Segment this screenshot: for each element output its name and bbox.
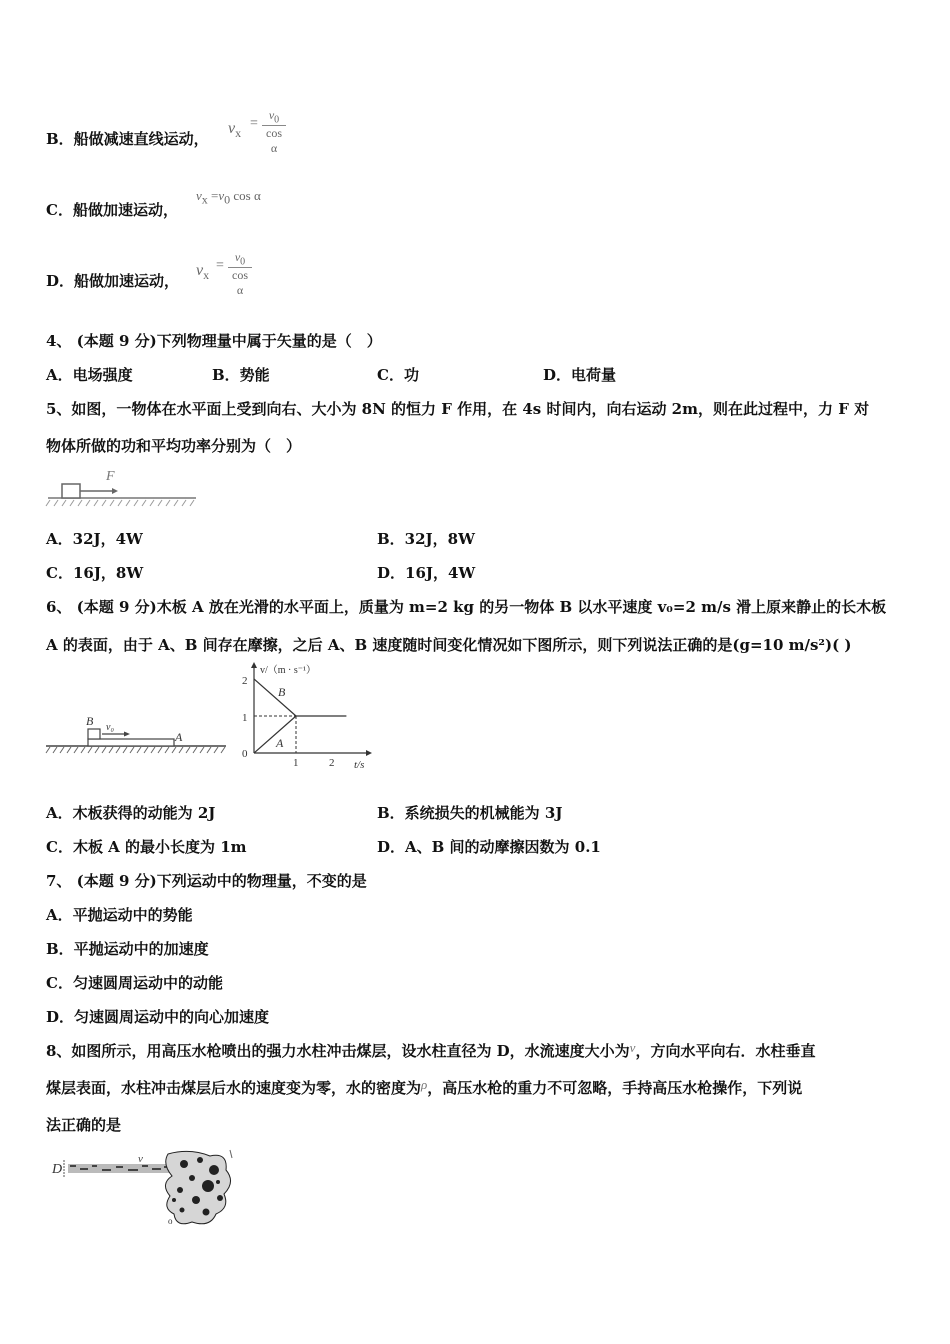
graph-xtick-1: 1 bbox=[293, 757, 299, 769]
q8-symbol-rho: ρ bbox=[421, 1077, 428, 1092]
q5-figure bbox=[44, 462, 204, 510]
q4-stem: 4、 (本题 9 分)下列物理量中属于矢量的是（ ） bbox=[46, 332, 382, 350]
q6-option-a: A．木板获得的动能为 2J bbox=[46, 804, 216, 822]
q6-board-label-a: A bbox=[175, 730, 183, 744]
q6-option-d: D．A、B 间的动摩擦因数为 0.1 bbox=[377, 838, 601, 856]
graph-ytick-0: 0 bbox=[242, 748, 248, 760]
q8-figure-label-v: v bbox=[138, 1153, 143, 1165]
q3-option-d: D．船做加速运动， bbox=[46, 272, 180, 290]
q3-option-b: B．船做减速直线运动， bbox=[46, 130, 209, 148]
q7-option-d: D．匀速圆周运动中的向心加速度 bbox=[46, 1008, 270, 1026]
q6-stem-line1: 6、 (本题 9 分)木板 A 放在光滑的水平面上，质量为 m=2 kg 的另一物体 B 以水平速度 v₀=2 m/s 滑上原来静止的长木板 bbox=[46, 598, 887, 616]
graph-ytick-1: 1 bbox=[242, 712, 248, 724]
graph-line-a bbox=[254, 716, 296, 753]
q6-stem-line2: A 的表面，由于 A、B 间存在摩擦，之后 A、B 速度随时间变化情况如下图所示，则下列说法正确的是(g=10 m/s²)( ) bbox=[46, 636, 852, 654]
q4-option-d: D．电荷量 bbox=[543, 366, 617, 384]
graph-label-a: A bbox=[276, 736, 284, 750]
q7-option-c: C．匀速圆周运动中的动能 bbox=[46, 974, 223, 992]
q7-option-a: A．平抛运动中的势能 bbox=[46, 906, 193, 924]
graph-label-b: B bbox=[278, 685, 286, 699]
q6-vt-graph bbox=[236, 660, 384, 772]
q8-stem-line1: 8、如图所示，用高压水枪喷出的强力水柱冲击煤层，设水柱直径为 D，水流速度大小为v，方向水平向右．水柱垂直 bbox=[46, 1040, 816, 1060]
q4-option-b: B．势能 bbox=[212, 366, 270, 384]
q8-figure-label-d: D bbox=[52, 1162, 63, 1177]
q5-stem-line1: 5、如图，一物体在水平面上受到向右、大小为 8N 的恒力 F 作用，在 4s 时间内，向右运动 2m，则在此过程中，力 F 对 bbox=[46, 400, 870, 418]
graph-xtick-2: 2 bbox=[329, 757, 335, 769]
q5-figure-label-f: F bbox=[106, 469, 115, 484]
q6-board-label-b: B bbox=[86, 714, 94, 728]
graph-line-b bbox=[254, 679, 296, 716]
q6-board-label-v0: v₀ bbox=[106, 722, 114, 733]
q8-figure-water-jet bbox=[50, 1148, 240, 1230]
q3-option-c: C．船做加速运动， bbox=[46, 201, 178, 219]
q7-stem: 7、 (本题 9 分)下列运动中的物理量，不变的是 bbox=[46, 872, 367, 890]
q5-stem-line2: 物体所做的功和平均功率分别为（ ） bbox=[46, 437, 302, 455]
graph-ytick-2: 2 bbox=[242, 675, 248, 687]
q6-option-c: C．木板 A 的最小长度为 1m bbox=[46, 838, 247, 856]
q7-option-b: B．平抛运动中的加速度 bbox=[46, 940, 209, 958]
graph-y-label: v/（m · s⁻¹） bbox=[260, 665, 317, 676]
q4-option-a: A．电场强度 bbox=[46, 366, 133, 384]
q4-option-c: C．功 bbox=[377, 366, 419, 384]
q8-figure-decor: o bbox=[168, 1216, 173, 1226]
q5-option-b: B．32J，8W bbox=[377, 530, 475, 548]
q8-symbol-v: v bbox=[629, 1040, 636, 1055]
graph-x-arrow bbox=[366, 750, 372, 756]
q3-option-c-formula: $v_x =v_0$ cos α bbox=[196, 188, 261, 207]
q8-stem-line2: 煤层表面，水柱冲击煤层后水的速度变为零，水的密度为ρ，高压水枪的重力不可忽略，手持高压水枪操作，下列说 bbox=[46, 1077, 803, 1097]
q5-option-c: C．16J，8W bbox=[46, 564, 144, 582]
q6-option-b: B．系统损失的机械能为 3J bbox=[377, 804, 563, 822]
graph-y-arrow bbox=[251, 662, 257, 668]
q5-option-a: A．32J，4W bbox=[46, 530, 143, 548]
q5-option-d: D．16J，4W bbox=[377, 564, 476, 582]
q6-figure-board bbox=[44, 708, 230, 758]
graph-x-label: t/s bbox=[354, 759, 365, 771]
q8-stem-line3: 法正确的是 bbox=[46, 1116, 122, 1134]
